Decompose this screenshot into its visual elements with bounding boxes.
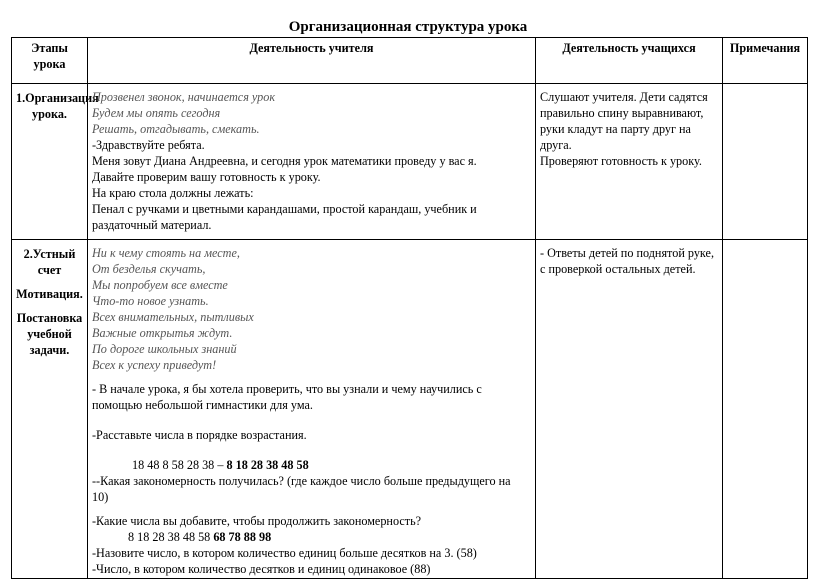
table-row: [12, 84, 808, 240]
teacher-line: помощью небольшой гимнастики для ума.: [92, 398, 313, 412]
teacher-line: Давайте проверим вашу готовность к уроку.: [92, 170, 321, 184]
students-cell: [536, 84, 723, 240]
poem-line: От безделья скучать,: [92, 262, 206, 276]
motivation-poem: [92, 245, 531, 373]
poem-line: По дороге школьных знаний: [92, 342, 237, 356]
students-text: Слушают учителя. Дети садятся правильно спину выравнивают, руки кладут на парту друг на друга.: [540, 90, 708, 152]
teacher-cell: [88, 240, 536, 579]
number-sequence: [92, 529, 531, 545]
poem-line: Будем мы опять сегодня: [92, 106, 221, 120]
students-text: - Ответы детей по поднятой руке, с проверкой остальных детей.: [540, 246, 714, 276]
sequence-answer: 68 78 88 98: [213, 530, 272, 544]
page-title: Организационная структура урока: [288, 19, 528, 35]
teacher-line: раздаточный материал.: [92, 218, 212, 232]
sequence-given: 8 18 28 38 48 58: [128, 530, 214, 544]
stage-label: Постановка учебной задачи.: [16, 311, 83, 357]
teacher-line: -Здравствуйте ребята.: [92, 138, 205, 152]
stage-label: 2.Устный счет: [23, 247, 76, 277]
stage-label: Мотивация.: [16, 287, 83, 301]
teacher-line: Меня зовут Диана Андреевна, и сегодня урок математики проведу у вас я.: [92, 154, 477, 168]
poem-line: Ни к чему стоять на месте,: [92, 246, 240, 260]
poem-line: Важные открытья ждут.: [92, 326, 233, 340]
notes-cell: [723, 240, 808, 579]
teacher-line: -Какие числа вы добавите, чтобы продолжить закономерность?: [92, 514, 422, 528]
teacher-line: Пенал с ручками и цветными карандашами, простой карандаш, учебник и: [92, 202, 477, 216]
header-stages: Этапы урока: [12, 38, 88, 84]
stage-cell: [12, 84, 99, 240]
stage-label: 1.Организация урока.: [16, 91, 99, 121]
teacher-line: --Какая закономерность получилась? (где каждое число больше предыдущего на: [92, 474, 511, 488]
teacher-line: -Назовите число, в котором количество единиц больше десятков на 3. (58): [92, 546, 477, 560]
number-sequence: [92, 457, 531, 473]
teacher-line: -Число, в котором количество десятков и единиц одинаковое (88): [92, 562, 431, 576]
teacher-line: На краю стола должны лежать:: [92, 186, 254, 200]
students-cell: [536, 240, 723, 579]
poem-line: Решать, отгадывать, смекать.: [92, 122, 260, 136]
students-text: Проверяют готовность к уроку.: [540, 154, 702, 168]
header-students: Деятельность учащихся: [536, 38, 723, 84]
poem-line: Прозвенел звонок, начинается урок: [92, 90, 276, 104]
poem-line: Что-то новое узнать.: [92, 294, 209, 308]
poem-line: Всех к успеху приведут!: [92, 358, 217, 372]
stage-cell: [12, 240, 88, 579]
header-teacher: Деятельность учителя: [88, 38, 536, 84]
notes-cell: [723, 84, 808, 240]
greeting-poem: [92, 89, 531, 137]
lesson-structure-table: [11, 37, 808, 579]
teacher-cell: [88, 84, 536, 240]
teacher-line: 10): [92, 490, 109, 504]
header-notes: Примечания: [723, 38, 808, 84]
table-row: [12, 240, 808, 579]
teacher-line: -Расставьте числа в порядке возрастания.: [92, 428, 307, 442]
sequence-answer: 8 18 28 38 48 58: [226, 458, 309, 472]
table-header-row: [12, 38, 808, 84]
sequence-given: 18 48 8 58 28 38 –: [132, 458, 227, 472]
poem-line: Мы попробуем все вместе: [92, 278, 228, 292]
teacher-line: - В начале урока, я бы хотела проверить, что вы узнали и чему научились с: [92, 382, 482, 396]
poem-line: Всех внимательных, пытливых: [92, 310, 254, 324]
